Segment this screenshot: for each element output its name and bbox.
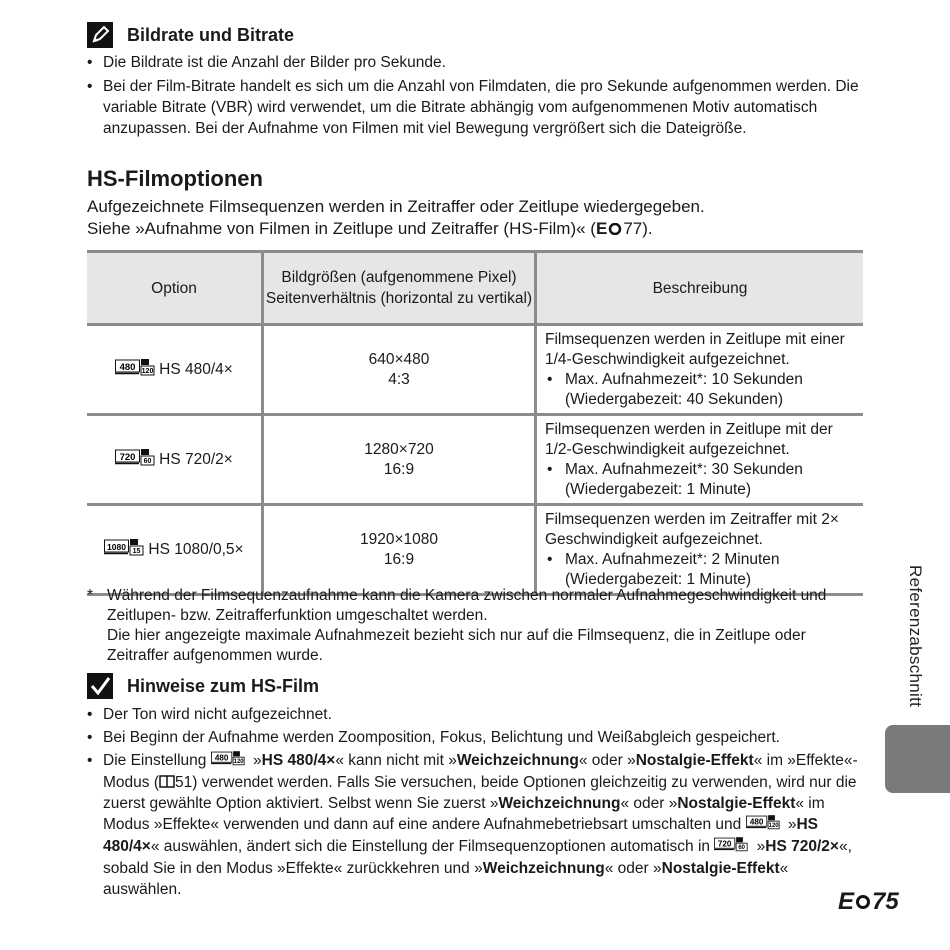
svg-text:480: 480 <box>214 753 229 763</box>
intro-line-2: Siehe »Aufnahme von Filmen in Zeitlupe und Zeitraffer (HS-Film)« ( E 77). <box>87 219 653 238</box>
description-cell: Filmsequenzen werden in Zeitlupe mit der 1/2-Geschwindigkeit aufgezeichnet. • Max. Aufnahmezeit*: 30 Sekunden (Wiedergabezeit: 1 Minute) <box>536 415 864 505</box>
checkmark-note-icon <box>87 673 113 699</box>
size-cell: 1280×720 16:9 <box>263 415 536 505</box>
footnote-line-1: Während der Filmsequenzaufnahme kann die Kamera zwischen normaler Aufnahmegeschwindigkeit und Zeitlupen- bzw. Zeitrafferfunktion umgeschaltet werden. <box>107 587 827 624</box>
svg-text:60: 60 <box>738 845 746 852</box>
section-tab[interactable] <box>885 725 950 793</box>
option-label: HS 720/2× <box>159 450 233 468</box>
table-row <box>87 505 863 595</box>
pencil-note-icon <box>87 22 113 48</box>
svg-text:480: 480 <box>119 361 136 373</box>
option-cell <box>87 325 263 415</box>
list-item: • Bei der Film-Bitrate handelt es sich um die Anzahl von Filmdaten, die pro Sekunde aufgenommen werden. Die variable Bitrate (VBR) wird verwendet, um die Bitrate abhängig vom aufgenommenen Motiv automatisch anzupassen. Bei der Aufnahme von Filmen mit viel Bewegung vergrößert sich die Dateigröße. <box>87 76 867 139</box>
page-number: E 75 <box>838 888 899 915</box>
e-reference-icon <box>854 888 872 916</box>
note-bildrate-list <box>87 52 867 139</box>
intro-line-1: Aufgezeichnete Filmsequenzen werden in Zeitraffer oder Zeitlupe wiedergegeben. <box>87 197 705 216</box>
section-intro <box>87 196 887 240</box>
note-title: Bildrate und Bitrate <box>127 24 295 45</box>
hs-480-mode-icon <box>746 814 780 836</box>
footnote <box>87 586 857 666</box>
svg-text:720: 720 <box>718 839 732 849</box>
footnote-mark: * <box>87 587 94 604</box>
table-row <box>87 415 863 505</box>
header-size: Bildgrößen (aufgenommene Pixel) Seitenverhältnis (horizontal zu vertikal) <box>263 252 536 325</box>
hs-720-mode-icon <box>115 448 155 472</box>
option-label: HS 1080/0,5× <box>148 540 244 558</box>
list-item: • Die Bildrate ist die Anzahl der Bilder pro Sekunde. <box>87 52 867 73</box>
list-item: • Bei Beginn der Aufnahme werden Zoomposition, Fokus, Belichtung und Weißabgleich gespeichert. <box>87 727 867 748</box>
svg-text:120: 120 <box>233 759 244 766</box>
hs-720-mode-icon <box>714 836 748 858</box>
options-table <box>87 250 863 596</box>
note-bildrate-heading <box>87 22 294 48</box>
size-cell: 1920×1080 16:9 <box>263 505 536 595</box>
note-hs-film-heading <box>87 673 319 699</box>
page-reference-link[interactable]: 77 <box>623 219 643 238</box>
page-reference-link[interactable]: 51 <box>175 774 193 791</box>
hs-480-mode-icon <box>115 358 155 382</box>
table-row <box>87 325 863 415</box>
option-label: HS 480/4× <box>159 360 233 378</box>
list-item: • Die Einstellung 480 120 »HS 480/4×« kann nicht mit »Weichzeichnung« oder »Nostalgie-Effekt« im »Effekte«-Modus ( 51) verwendet werden. Falls Sie versuchen, beide Optionen gleichzeitig zu verwenden, wird nur die zuerst gewählte Option aktiviert. Selbst wenn Sie zuerst »Weichzeichnung« oder »Nostalgie-Effekt« im Modus »Effekte« verwenden und dann auf eine andere Aufnahmebetriebsart umschalten und 480 120 »HS 480/4×« auswählen, ändert sich die Einstellung der Filmsequenzoptionen automatisch in 720 60 »HS 720/2×«, sobald Sie in den Modus »Effekte« zurückkehren und »Weichzeichnung« oder »Nostalgie-Effekt« auswählen. <box>87 750 867 900</box>
footnote-line-2: Die hier angezeigte maximale Aufnahmezeit bezieht sich nur auf die Filmsequenz, die in Zeitlupe oder Zeitraffer aufgenommen wurde. <box>107 627 806 664</box>
hs-1080-mode-icon <box>104 538 144 562</box>
size-cell: 640×480 4:3 <box>263 325 536 415</box>
option-cell <box>87 415 263 505</box>
book-reference-icon <box>159 774 175 791</box>
header-option: Option <box>87 252 263 325</box>
description-cell: Filmsequenzen werden im Zeitraffer mit 2× Geschwindigkeit aufgezeichnet. • Max. Aufnahmezeit*: 2 Minuten (Wiedergabezeit: 1 Minute) <box>536 505 864 595</box>
note-hs-film-list <box>87 704 867 900</box>
section-side-label: Referenzabschnitt <box>906 565 925 708</box>
svg-text:15: 15 <box>132 547 141 555</box>
e-reference-icon: E <box>596 218 623 240</box>
list-item: • Der Ton wird nicht aufgezeichnet. <box>87 704 867 725</box>
svg-text:1080: 1080 <box>107 541 127 552</box>
svg-text:480: 480 <box>749 817 763 827</box>
description-cell: Filmsequenzen werden in Zeitlupe mit einer 1/4-Geschwindigkeit aufgezeichnet. • Max. Aufnahmezeit*: 10 Sekunden (Wiedergabezeit: 40 Sekunden) <box>536 325 864 415</box>
option-cell <box>87 505 263 595</box>
header-description: Beschreibung <box>536 252 864 325</box>
svg-text:720: 720 <box>119 451 136 463</box>
note-title: Hinweise zum HS-Film <box>127 675 320 696</box>
svg-text:120: 120 <box>768 823 779 830</box>
section-title: HS-Filmoptionen <box>87 166 263 191</box>
svg-text:60: 60 <box>143 457 152 465</box>
hs-480-mode-icon <box>211 750 245 772</box>
svg-text:120: 120 <box>141 367 154 375</box>
